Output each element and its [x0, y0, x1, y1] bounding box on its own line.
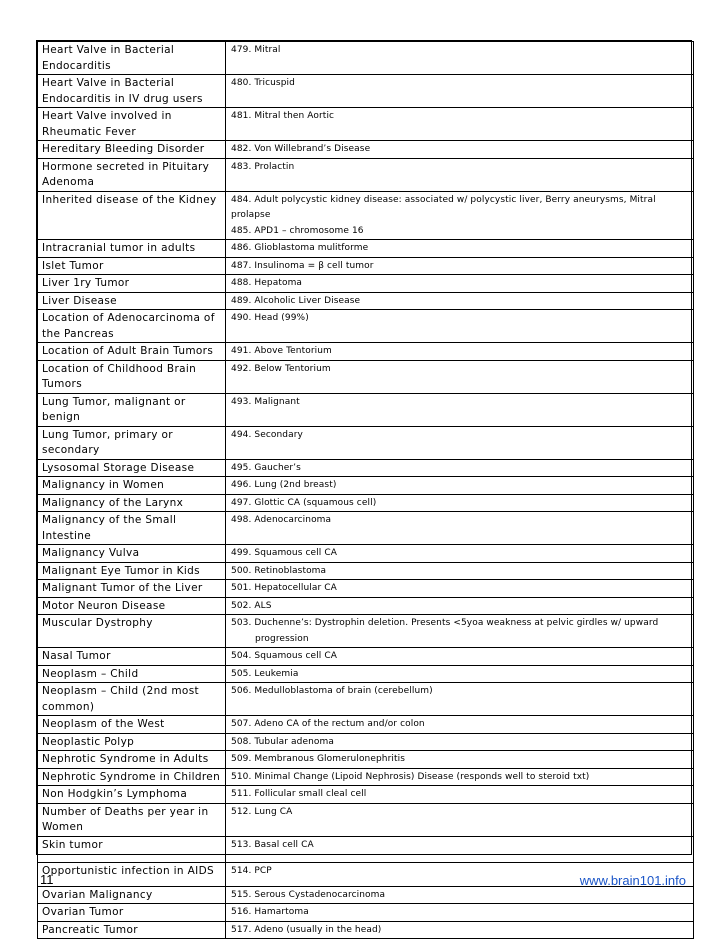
- table-row: [38, 786, 694, 804]
- answer-cell: [226, 597, 694, 615]
- term-text: Location of Childhood Brain Tumors: [42, 362, 197, 390]
- term-text: Heart Valve in Bacterial Endocarditis: [42, 44, 175, 72]
- term-text: Neoplastic Polyp: [42, 735, 135, 748]
- table-row: [38, 393, 694, 426]
- table-row: [38, 275, 694, 293]
- term-text: Ovarian Malignancy: [42, 888, 153, 901]
- table-row: [38, 240, 694, 258]
- term-cell: [38, 512, 226, 545]
- term-cell: [38, 426, 226, 459]
- table-row: [38, 836, 694, 862]
- answer-cell: [226, 257, 694, 275]
- answer-text: 479. Mitral: [231, 45, 281, 55]
- term-text: Lung Tumor, malignant or benign: [42, 395, 186, 423]
- answer-text: 513. Basal cell CA: [231, 839, 314, 850]
- term-cell: [38, 545, 226, 563]
- term-text: Malignancy Vulva: [42, 547, 140, 559]
- term-cell: [38, 597, 226, 615]
- answer-text: 492. Below Tentorium: [231, 363, 331, 374]
- term-cell: [38, 683, 226, 716]
- answer-cell: [226, 459, 694, 477]
- table-row: [38, 141, 694, 159]
- term-cell: [38, 862, 226, 886]
- term-cell: [38, 562, 226, 580]
- answer-cell: [226, 158, 694, 191]
- answer-cell: [226, 562, 694, 580]
- term-text: Skin tumor: [42, 838, 103, 851]
- term-text: Ovarian Tumor: [42, 906, 124, 918]
- term-cell: [38, 836, 226, 862]
- term-text: Heart Valve in Bacterial Endocarditis in IV drug users: [42, 77, 203, 105]
- glossary-table: [37, 41, 694, 939]
- answer-text: 501. Hepatocellular CA: [231, 583, 337, 593]
- table-row: [38, 108, 694, 141]
- answer-cell: [226, 786, 694, 804]
- answer-cell: [226, 545, 694, 563]
- answer-text: 496. Lung (2nd breast): [231, 480, 337, 490]
- table-row: [38, 615, 694, 648]
- term-text: Intracranial tumor in adults: [42, 242, 196, 254]
- term-text: Malignancy in Women: [42, 479, 165, 491]
- term-cell: [38, 751, 226, 769]
- answer-cell: [226, 108, 694, 141]
- table-row: [38, 716, 694, 734]
- answer-text: 488. Hepatoma: [231, 278, 303, 288]
- answer-text: 511. Follicular small cleal cell: [231, 789, 367, 799]
- answer-cell: [226, 191, 694, 240]
- answer-text: 504. Squamous cell CA: [231, 651, 337, 661]
- answer-text: 516. Hamartoma: [231, 907, 309, 917]
- answer-text: 489. Alcoholic Liver Disease: [231, 295, 361, 306]
- answer-cell: [226, 665, 694, 683]
- term-text: Malignancy of the Small Intestine: [42, 514, 177, 542]
- answer-text: 502. ALS: [231, 600, 272, 611]
- term-cell: [38, 108, 226, 141]
- term-cell: [38, 921, 226, 939]
- table-row: [38, 683, 694, 716]
- answer-text: 493. Malignant: [231, 396, 300, 407]
- term-text: Nephrotic Syndrome in Children: [42, 770, 221, 783]
- term-text: Location of Adult Brain Tumors: [42, 345, 214, 357]
- term-cell: [38, 292, 226, 310]
- term-text: Nephrotic Syndrome in Adults: [42, 753, 209, 765]
- term-cell: [38, 716, 226, 734]
- answer-cell: [226, 921, 694, 939]
- answer-cell: [226, 310, 694, 343]
- table-row: [38, 665, 694, 683]
- answer-cell: [226, 716, 694, 734]
- answer-text: 507. Adeno CA of the rectum and/or colon: [231, 719, 425, 729]
- answer-cell: [226, 768, 694, 786]
- table-row: [38, 904, 694, 922]
- answer-text: 514. PCP: [231, 865, 272, 876]
- answer-cell: [226, 615, 694, 648]
- table-row: [38, 426, 694, 459]
- term-cell: [38, 904, 226, 922]
- answer-cell: [226, 292, 694, 310]
- term-text: Heart Valve involved in Rheumatic Fever: [42, 110, 172, 138]
- table-row: [38, 545, 694, 563]
- term-text: Nasal Tumor: [42, 650, 111, 662]
- table-row: [38, 733, 694, 751]
- answer-cell: [226, 733, 694, 751]
- page-number: 11: [40, 872, 54, 887]
- term-cell: [38, 141, 226, 159]
- answer-cell: [226, 648, 694, 666]
- term-cell: [38, 343, 226, 361]
- answer-text: 503. Duchenne’s: Dystrophin deletion. Presents <5yoa weakness at pelvic girdles w/ upward: [231, 618, 659, 628]
- table-row: [38, 648, 694, 666]
- table-row: [38, 42, 694, 75]
- answer-cell: [226, 75, 694, 108]
- term-cell: [38, 75, 226, 108]
- term-cell: [38, 648, 226, 666]
- term-cell: [38, 786, 226, 804]
- answer-text: 495. Gaucher’s: [231, 462, 301, 473]
- answer-cell: [226, 275, 694, 293]
- table-row: [38, 803, 694, 836]
- answer-cell: [226, 683, 694, 716]
- term-text: Liver 1ry Tumor: [42, 277, 130, 289]
- term-cell: [38, 42, 226, 75]
- answer-text: 510. Minimal Change (Lipoid Nephrosis) Disease (responds well to steroid txt): [231, 771, 590, 782]
- term-text: Liver Disease: [42, 294, 117, 307]
- table-row: [38, 477, 694, 495]
- term-cell: [38, 240, 226, 258]
- table-row: [38, 580, 694, 598]
- table-row: [38, 494, 694, 512]
- answer-text: 483. Prolactin: [231, 161, 295, 172]
- term-cell: [38, 360, 226, 393]
- term-cell: [38, 886, 226, 904]
- table-row: [38, 768, 694, 786]
- term-text: Hereditary Bleeding Disorder: [42, 143, 205, 155]
- answer-text: 482. Von Willebrand’s Disease: [231, 144, 371, 154]
- term-cell: [38, 158, 226, 191]
- table-row: [38, 459, 694, 477]
- answer-text: 497. Glottic CA (squamous cell): [231, 497, 377, 508]
- answer-text: 500. Retinoblastoma: [231, 565, 327, 576]
- answer-cell: [226, 886, 694, 904]
- table-row: [38, 360, 694, 393]
- answer-text: 486. Glioblastoma mulitforme: [231, 243, 369, 253]
- table-row: [38, 158, 694, 191]
- answer-text: 498. Adenocarcinoma: [231, 515, 332, 525]
- answer-cell: [226, 360, 694, 393]
- term-cell: [38, 665, 226, 683]
- term-text: Pancreatic Tumor: [42, 923, 138, 936]
- answer-text: 506. Medulloblastoma of brain (cerebellum): [231, 686, 433, 696]
- answer-cell: [226, 240, 694, 258]
- table-row: [38, 886, 694, 904]
- table-row: [38, 257, 694, 275]
- term-text: Neoplasm – Child (2nd most common): [42, 685, 199, 713]
- table-row: [38, 75, 694, 108]
- answer-text: 517. Adeno (usually in the head): [231, 924, 382, 935]
- term-text: Hormone secreted in Pituitary Adenoma: [42, 160, 210, 188]
- table-row: [38, 751, 694, 769]
- answer-cell: [226, 494, 694, 512]
- term-cell: [38, 310, 226, 343]
- table-row: [38, 310, 694, 343]
- table-row: [38, 512, 694, 545]
- term-cell: [38, 275, 226, 293]
- term-text: Non Hodgkin’s Lymphoma: [42, 788, 188, 800]
- term-cell: [38, 393, 226, 426]
- table-row: [38, 597, 694, 615]
- term-cell: [38, 615, 226, 648]
- term-cell: [38, 733, 226, 751]
- answer-text: 484. Adult polycystic kidney disease: associated w/ polycystic liver, Berry aneurysms, Mitral prolapse: [231, 194, 656, 220]
- term-cell: [38, 494, 226, 512]
- answer-text: 490. Head (99%): [231, 313, 309, 323]
- term-cell: [38, 477, 226, 495]
- term-text: Neoplasm of the West: [42, 718, 165, 730]
- answer-cell: [226, 580, 694, 598]
- answer-cell: [226, 751, 694, 769]
- answer-text: 509. Membranous Glomerulonephritis: [231, 754, 406, 764]
- answer-cell: [226, 426, 694, 459]
- answer-text: 515. Serous Cystadenocarcinoma: [231, 889, 386, 900]
- table-row: [38, 562, 694, 580]
- answer-cell: [226, 42, 694, 75]
- table-row: [38, 343, 694, 361]
- table-row: [38, 292, 694, 310]
- answer-cell: [226, 803, 694, 836]
- answer-cell: [226, 836, 694, 862]
- answer-cell: [226, 512, 694, 545]
- term-text: Lung Tumor, primary or secondary: [42, 428, 173, 456]
- term-cell: [38, 191, 226, 240]
- term-cell: [38, 803, 226, 836]
- term-text: Muscular Dystrophy: [42, 617, 153, 629]
- answer-cell: [226, 343, 694, 361]
- answer-text: 487. Insulinoma = β cell tumor: [231, 260, 374, 271]
- term-text: Neoplasm – Child: [42, 667, 139, 680]
- term-cell: [38, 580, 226, 598]
- table-body: [38, 42, 694, 939]
- answer-text: 485. APD1 – chromosome 16: [231, 225, 364, 236]
- term-cell: [38, 257, 226, 275]
- term-text: Malignant Tumor of the Liver: [42, 582, 203, 594]
- answer-text: 481. Mitral then Aortic: [231, 111, 335, 121]
- table-row: [38, 921, 694, 939]
- term-cell: [38, 459, 226, 477]
- answer-text: 505. Leukemia: [231, 668, 299, 679]
- term-text: Islet Tumor: [42, 259, 104, 272]
- answer-text: 499. Squamous cell CA: [231, 548, 337, 558]
- term-text: Motor Neuron Disease: [42, 599, 166, 612]
- answer-cell: [226, 477, 694, 495]
- answer-text: progression: [255, 633, 309, 644]
- answer-text: 480. Tricuspid: [231, 78, 295, 88]
- website-link[interactable]: www.brain101.info: [579, 873, 686, 888]
- term-text: Location of Adenocarcinoma of the Pancreas: [42, 312, 215, 340]
- answer-cell: [226, 393, 694, 426]
- term-text: Malignancy of the Larynx: [42, 496, 184, 509]
- table-row: [38, 191, 694, 240]
- term-text: Number of Deaths per year in Women: [42, 805, 209, 833]
- answer-text: 494. Secondary: [231, 429, 303, 440]
- answer-text: 491. Above Tentorium: [231, 346, 332, 356]
- term-text: Opportunistic infection in AIDS: [42, 864, 215, 877]
- term-text: Lysosomal Storage Disease: [42, 461, 195, 474]
- term-text: Malignant Eye Tumor in Kids: [42, 564, 200, 577]
- answer-text: 508. Tubular adenoma: [231, 736, 334, 747]
- term-cell: [38, 768, 226, 786]
- answer-cell: [226, 904, 694, 922]
- answer-cell: [226, 141, 694, 159]
- answer-text: 512. Lung CA: [231, 806, 293, 817]
- term-text: Inherited disease of the Kidney: [42, 193, 217, 206]
